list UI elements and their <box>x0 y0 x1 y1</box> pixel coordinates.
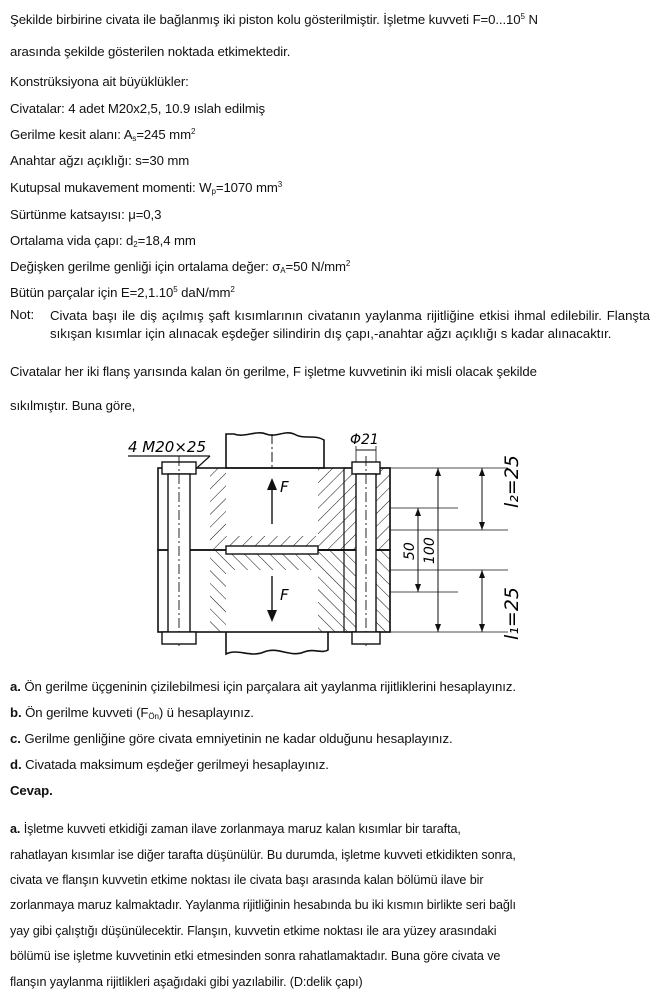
question-a: a. Ön gerilme üçgeninin çizilebilmesi için parçalara ait yaylanma rijitliklerini hesaplayınız. <box>10 679 516 694</box>
force-arrowhead-up <box>267 478 277 490</box>
right-bolt-nut <box>352 632 380 644</box>
force-label-lower: F <box>280 586 289 604</box>
dim-100-arrow-bottom <box>435 624 441 632</box>
construction-heading: Konstrüksiyona ait büyüklükler: <box>10 74 189 89</box>
polar-moment: Kutupsal mukavement momenti: $W_p=1070$ $mm^3$ <box>10 180 283 196</box>
wrench-size: Anahtar ağzı açıklığı: s=30 mm <box>10 153 190 168</box>
dim-l1-arrow-top <box>479 570 485 578</box>
amplitude-stress: Değişken gerilme genliği için ortalama değer: $\sigma_A=50$ $N/mm^2$ <box>10 259 351 275</box>
bolted-flange-figure <box>118 428 548 660</box>
diameter-label: Φ21 <box>350 432 379 448</box>
dim-100-label: 100 <box>422 537 438 564</box>
answer-line-4: zorlanmaya maruz kalmaktadır. Yaylanma rijitliğinin hesabında bu iki kısmın birlikte seri bağlı <box>10 897 516 912</box>
question-d: d. Civatada maksimum eşdeğer gerilmeyi hesaplayınız. <box>10 757 329 772</box>
dim-50-arrow-top <box>415 508 421 516</box>
dim-l2-arrow-bottom <box>479 522 485 530</box>
dim-50-label: 50 <box>402 542 418 560</box>
preload-line-1: Civatalar her iki flanş yarısında kalan ön gerilme, F işletme kuvvetinin iki misli olacak şekilde <box>10 364 537 379</box>
pitch-diameter: Ortalama vida çapı: $d_2=18,4$ mm <box>10 233 196 249</box>
bolt-nut <box>162 632 196 644</box>
lower-rod-outline <box>226 632 328 654</box>
dim-l1-label: l₁=25 <box>501 587 523 640</box>
stress-area: Gerilme kesit alanı: $A_s=245$ $mm^2$ <box>10 127 196 143</box>
question-b: b. Ön gerilme kuvveti $(F_{Ön})$ ü hesaplayınız. <box>10 705 254 721</box>
upper-rod-outline <box>226 433 324 468</box>
force-arrowhead-down <box>267 610 277 622</box>
dim-50-arrow-bottom <box>415 584 421 592</box>
answer-line-2: rahatlayan kısımlar ise diğer tarafta düşünülür. Bu durumda, işletme kuvveti etkidikten sonra, <box>10 847 516 862</box>
note-label: Not: <box>10 307 35 322</box>
intro-line-1: Şekilde birbirine civata ile bağlanmış iki piston kolu gösterilmiştir. İşletme kuvveti $F=0...10^5$ N <box>10 12 538 27</box>
bolts-spec: Civatalar: 4 adet M20x2,5, 10.9 ıslah edilmiş <box>10 101 265 116</box>
answer-heading: Cevap. <box>10 783 53 798</box>
note-text: Civata başı ile diş açılmış şaft kısımlarının civatanın yaylanma rijitliğine etkisi ihmal edilebilir. Flanşta sıkışan kısımlar için alınacak eşdeğer silindirin dış çapı,-anahtar ağzı açıklığı s kadar alınacaktır. <box>50 308 650 341</box>
dim-l2-arrow-top <box>479 468 485 476</box>
preload-line-2: sıkılmıştır. Buna göre, <box>10 398 136 413</box>
answer-line-3: civata ve flanşın kuvvetin etkime noktası ile civata başı arasında kalan bölümü ilave bir <box>10 872 484 887</box>
centering-ring <box>226 546 318 554</box>
question-c: c. Gerilme genliğine göre civata emniyetinin ne kadar olduğunu hesaplayınız. <box>10 731 453 746</box>
friction-coefficient: Sürtünme katsayısı: μ=0,3 <box>10 207 162 222</box>
bolt-size-label: 4 M20×25 <box>128 438 206 456</box>
answer-line-1: a. İşletme kuvveti etkidiği zaman ilave zorlanmaya maruz kalan kısımlar bir tarafta, <box>10 821 461 836</box>
intro-line-2: arasında şekilde gösterilen noktada etkimektedir. <box>10 44 291 59</box>
force-label-upper: F <box>280 478 289 496</box>
dim-l1-arrow-bottom <box>479 624 485 632</box>
answer-line-6: bölümü ise işletme kuvvetinin etki etmesinden sonra rahatlamaktadır. Buna göre civata ve <box>10 948 501 963</box>
answer-line-7: flanşın yaylanma rijitlikleri aşağıdaki gibi yazılabilir. (D:delik çapı) <box>10 974 363 989</box>
elastic-modulus: Bütün parçalar için $E=2,1.10^5$ daN/$mm^2$ <box>10 285 235 300</box>
lower-flange-hatch <box>210 550 344 632</box>
upper-flange-hatch <box>210 468 344 550</box>
dim-100-arrow-top <box>435 468 441 476</box>
dim-l2-label: l₂=25 <box>501 455 523 508</box>
answer-line-5: yay gibi çalıştığı düşünülecektir. Flanşın, kuvvetin etkime noktası ile ara yüzey arasındaki <box>10 923 497 938</box>
